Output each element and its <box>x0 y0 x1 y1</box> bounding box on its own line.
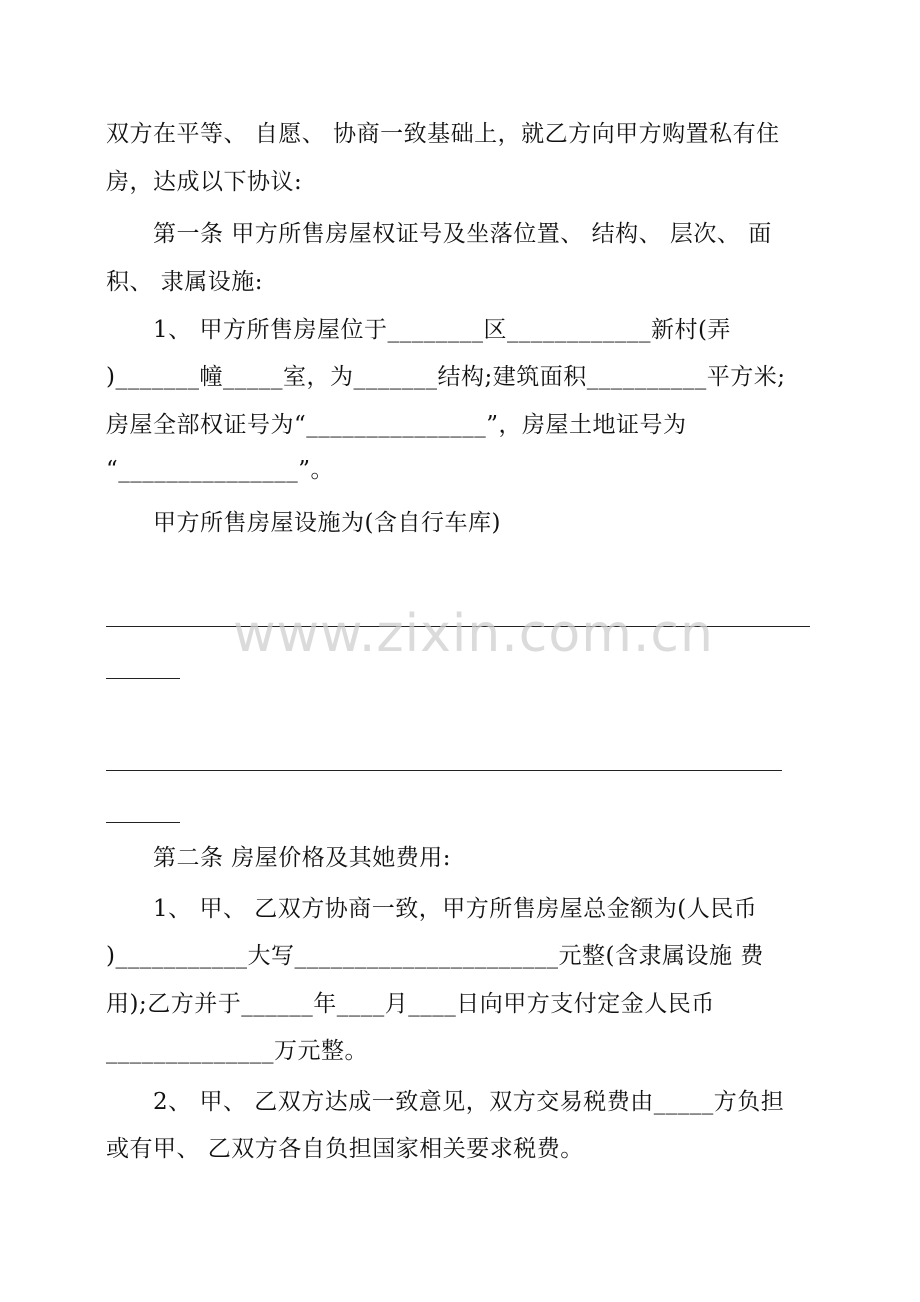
clause-line: 房屋全部权证号为“_______________”，房屋土地证号为 <box>106 412 687 438</box>
blank-fill-line <box>106 822 180 823</box>
clause-line: 1、 甲、 乙双方协商一致，甲方所售房屋总金额为(人民币 <box>153 896 758 922</box>
blank-fill-line <box>106 770 782 771</box>
article-two-heading: 第二条 房屋价格及其她费用: <box>153 845 452 871</box>
blank-fill-line <box>106 678 180 679</box>
clause-line: ______________万元整。 <box>106 1038 368 1064</box>
clause-line: “_______________”。 <box>106 457 335 483</box>
paragraph-line: 房，达成以下协议: <box>106 169 303 195</box>
clause-line: 2、 甲、 乙双方达成一致意见，双方交易税费由_____方负担 <box>153 1089 785 1115</box>
paragraph-line: 积、 隶属设施: <box>106 269 264 295</box>
article-one-heading: 第一条 甲方所售房屋权证号及坐落位置、 结构、 层次、 面 <box>153 221 772 247</box>
clause-line: 或有甲、 乙双方各自负担国家相关要求税费。 <box>106 1136 584 1162</box>
clause-line: 用);乙方并于______年____月____日向甲方支付定金人民币 <box>106 991 715 1017</box>
watermark: www.zixin.com.cn <box>233 604 714 664</box>
facilities-line: 甲方所售房屋设施为(含自行车库) <box>153 510 501 536</box>
clause-line: )___________大写______________________元整(含隶属设施 费 <box>106 943 764 969</box>
clause-line: )_______幢_____室，为_______结构;建筑面积__________平方米; <box>106 364 786 390</box>
paragraph-line: 双方在平等、 自愿、 协商一致基础上，就乙方向甲方购置私有住 <box>106 121 780 147</box>
clause-line: 1、 甲方所售房屋位于________区____________新村(弄 <box>153 317 731 343</box>
